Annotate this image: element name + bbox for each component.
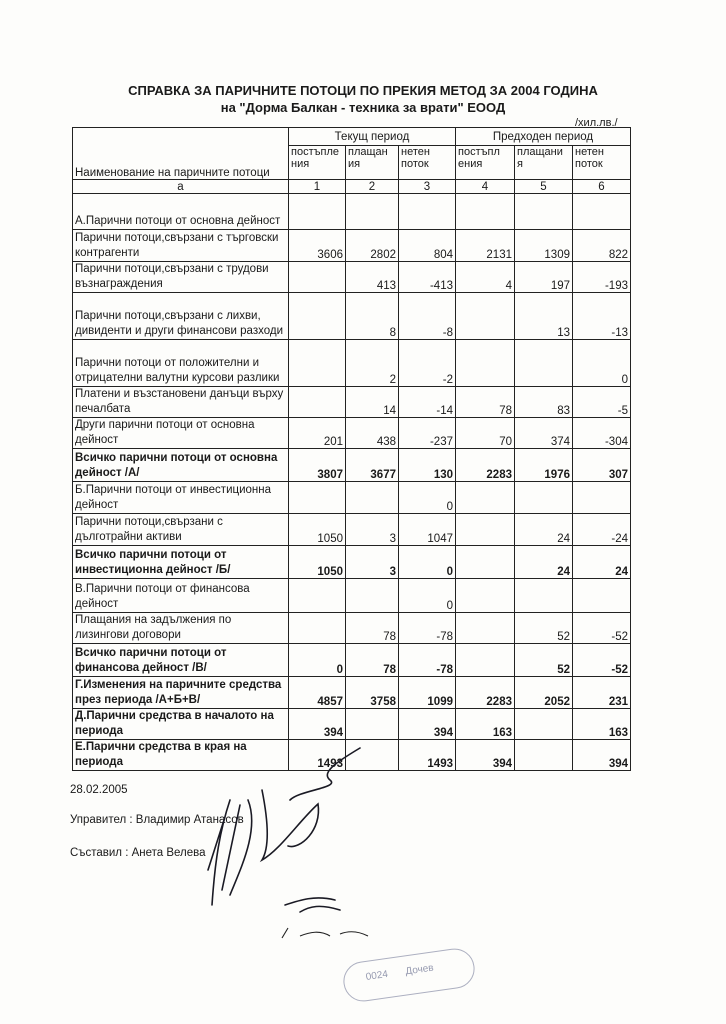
header-col-number: 1 <box>289 180 346 194</box>
row-label: Парични потоци от положителни и отрицателни валутни курсови разлики <box>73 340 289 387</box>
row-value: -413 <box>399 262 456 293</box>
row-value: 3 <box>346 546 399 579</box>
row-value: 3677 <box>346 449 399 482</box>
row-value: 413 <box>346 262 399 293</box>
row-value: -78 <box>399 644 456 677</box>
header-current-period: Текущ период <box>289 128 456 146</box>
row-value: 52 <box>515 613 573 644</box>
row-value: 2283 <box>456 677 515 709</box>
header-col-1: постъпле ния <box>289 146 346 180</box>
row-value: 0 <box>399 546 456 579</box>
row-value: 804 <box>399 230 456 262</box>
header-col-4: постъпл ения <box>456 146 515 180</box>
row-value: 78 <box>456 387 515 418</box>
row-value: -304 <box>573 418 631 449</box>
row-label: А.Парични потоци от основна дейност <box>73 194 289 230</box>
row-label: Всичко парични потоци от финансова дейност /В/ <box>73 644 289 677</box>
row-label: Г.Изменения на паричните средства през периода /А+Б+В/ <box>73 677 289 709</box>
row-value: 2052 <box>515 677 573 709</box>
row-value: -8 <box>399 293 456 340</box>
row-label: Парични потоци,свързани с търговски контрагенти <box>73 230 289 262</box>
row-value: 0 <box>399 482 456 514</box>
row-value: 163 <box>456 709 515 740</box>
row-value: 438 <box>346 418 399 449</box>
row-value: 394 <box>289 709 346 740</box>
row-value: 1050 <box>289 514 346 546</box>
footer-manager: Управител : Владимир Атанасов <box>70 814 244 826</box>
header-col-5: плащани я <box>515 146 573 180</box>
header-name-col: Наименование на паричните потоци <box>73 128 289 180</box>
row-value: 78 <box>346 644 399 677</box>
row-value: 0 <box>399 579 456 613</box>
row-value: 163 <box>573 709 631 740</box>
stamp-number: 0024 <box>365 968 389 983</box>
row-value: 78 <box>346 613 399 644</box>
row-value: 130 <box>399 449 456 482</box>
row-value: 1099 <box>399 677 456 709</box>
row-value: 1047 <box>399 514 456 546</box>
row-value: 394 <box>456 740 515 771</box>
row-value: 24 <box>573 546 631 579</box>
row-value: -52 <box>573 644 631 677</box>
row-value: 4857 <box>289 677 346 709</box>
row-value: 3807 <box>289 449 346 482</box>
row-value: 70 <box>456 418 515 449</box>
row-value: 1976 <box>515 449 573 482</box>
unit-label: /хил.лв./ <box>575 117 618 129</box>
row-value: 1493 <box>289 740 346 771</box>
row-value: 2802 <box>346 230 399 262</box>
row-value: 2131 <box>456 230 515 262</box>
row-value: -2 <box>399 340 456 387</box>
header-col-number: 4 <box>456 180 515 194</box>
footer-date: 28.02.2005 <box>70 784 128 796</box>
row-label: Всичко парични потоци от инвестиционна дейност /Б/ <box>73 546 289 579</box>
row-value: 394 <box>573 740 631 771</box>
row-value: -52 <box>573 613 631 644</box>
row-label: Б.Парични потоци от инвестиционна дейност <box>73 482 289 514</box>
row-value: 14 <box>346 387 399 418</box>
row-label: В.Парични потоци от финансова дейност <box>73 579 289 613</box>
header-col-3: нетен поток <box>399 146 456 180</box>
row-value: 231 <box>573 677 631 709</box>
row-value: 3606 <box>289 230 346 262</box>
row-label: Други парични потоци от основна дейност <box>73 418 289 449</box>
row-label: Плащания на задължения по лизингови договори <box>73 613 289 644</box>
row-value: -78 <box>399 613 456 644</box>
row-value: 24 <box>515 546 573 579</box>
row-value: 1493 <box>399 740 456 771</box>
header-col-6: нетен поток <box>573 146 631 180</box>
row-label: Парични потоци,свързани с трудови възнаграждения <box>73 262 289 293</box>
header-col-number: 2 <box>346 180 399 194</box>
row-label: Е.Парични средства в края на периода <box>73 740 289 771</box>
row-value: 374 <box>515 418 573 449</box>
row-value: 0 <box>573 340 631 387</box>
row-value: -14 <box>399 387 456 418</box>
title-line-2: на "Дорма Балкан - техника за врати" ЕООД <box>220 100 506 115</box>
row-value: 197 <box>515 262 573 293</box>
header-col-number: 6 <box>573 180 631 194</box>
row-value: 24 <box>515 514 573 546</box>
row-value: 13 <box>515 293 573 340</box>
row-value: 8 <box>346 293 399 340</box>
stamp-name: Дочев <box>404 962 435 978</box>
row-value: 2 <box>346 340 399 387</box>
row-label: Всичко парични потоци от основна дейност /А/ <box>73 449 289 482</box>
row-label: Парични потоци,свързани с лихви, дивиденти и други финансови разходи <box>73 293 289 340</box>
row-value: 1050 <box>289 546 346 579</box>
footer-compiler: Съставил : Анета Велева <box>70 847 206 859</box>
row-label: Платени и възстановени данъци върху печалбата <box>73 387 289 418</box>
row-value: 0 <box>289 644 346 677</box>
row-value: 83 <box>515 387 573 418</box>
row-value: -5 <box>573 387 631 418</box>
row-value: 3758 <box>346 677 399 709</box>
header-letter: а <box>73 180 289 194</box>
title-line-1: СПРАВКА ЗА ПАРИЧНИТЕ ПОТОЦИ ПО ПРЕКИЯ МЕТОД ЗА 2004 ГОДИНА <box>128 83 598 98</box>
header-col-number: 3 <box>399 180 456 194</box>
row-value: 394 <box>399 709 456 740</box>
row-value: -193 <box>573 262 631 293</box>
row-label: Парични потоци,свързани с дълготрайни активи <box>73 514 289 546</box>
row-value: 3 <box>346 514 399 546</box>
row-value: 52 <box>515 644 573 677</box>
row-value: 1309 <box>515 230 573 262</box>
header-previous-period: Предходен период <box>456 128 631 146</box>
row-value: -24 <box>573 514 631 546</box>
row-value: 2283 <box>456 449 515 482</box>
row-value: 201 <box>289 418 346 449</box>
row-value: 307 <box>573 449 631 482</box>
row-value: -13 <box>573 293 631 340</box>
header-col-2: плащан ия <box>346 146 399 180</box>
row-value: -237 <box>399 418 456 449</box>
header-col-number: 5 <box>515 180 573 194</box>
row-label: Д.Парични средства в началото на периода <box>73 709 289 740</box>
row-value: 822 <box>573 230 631 262</box>
row-value: 4 <box>456 262 515 293</box>
